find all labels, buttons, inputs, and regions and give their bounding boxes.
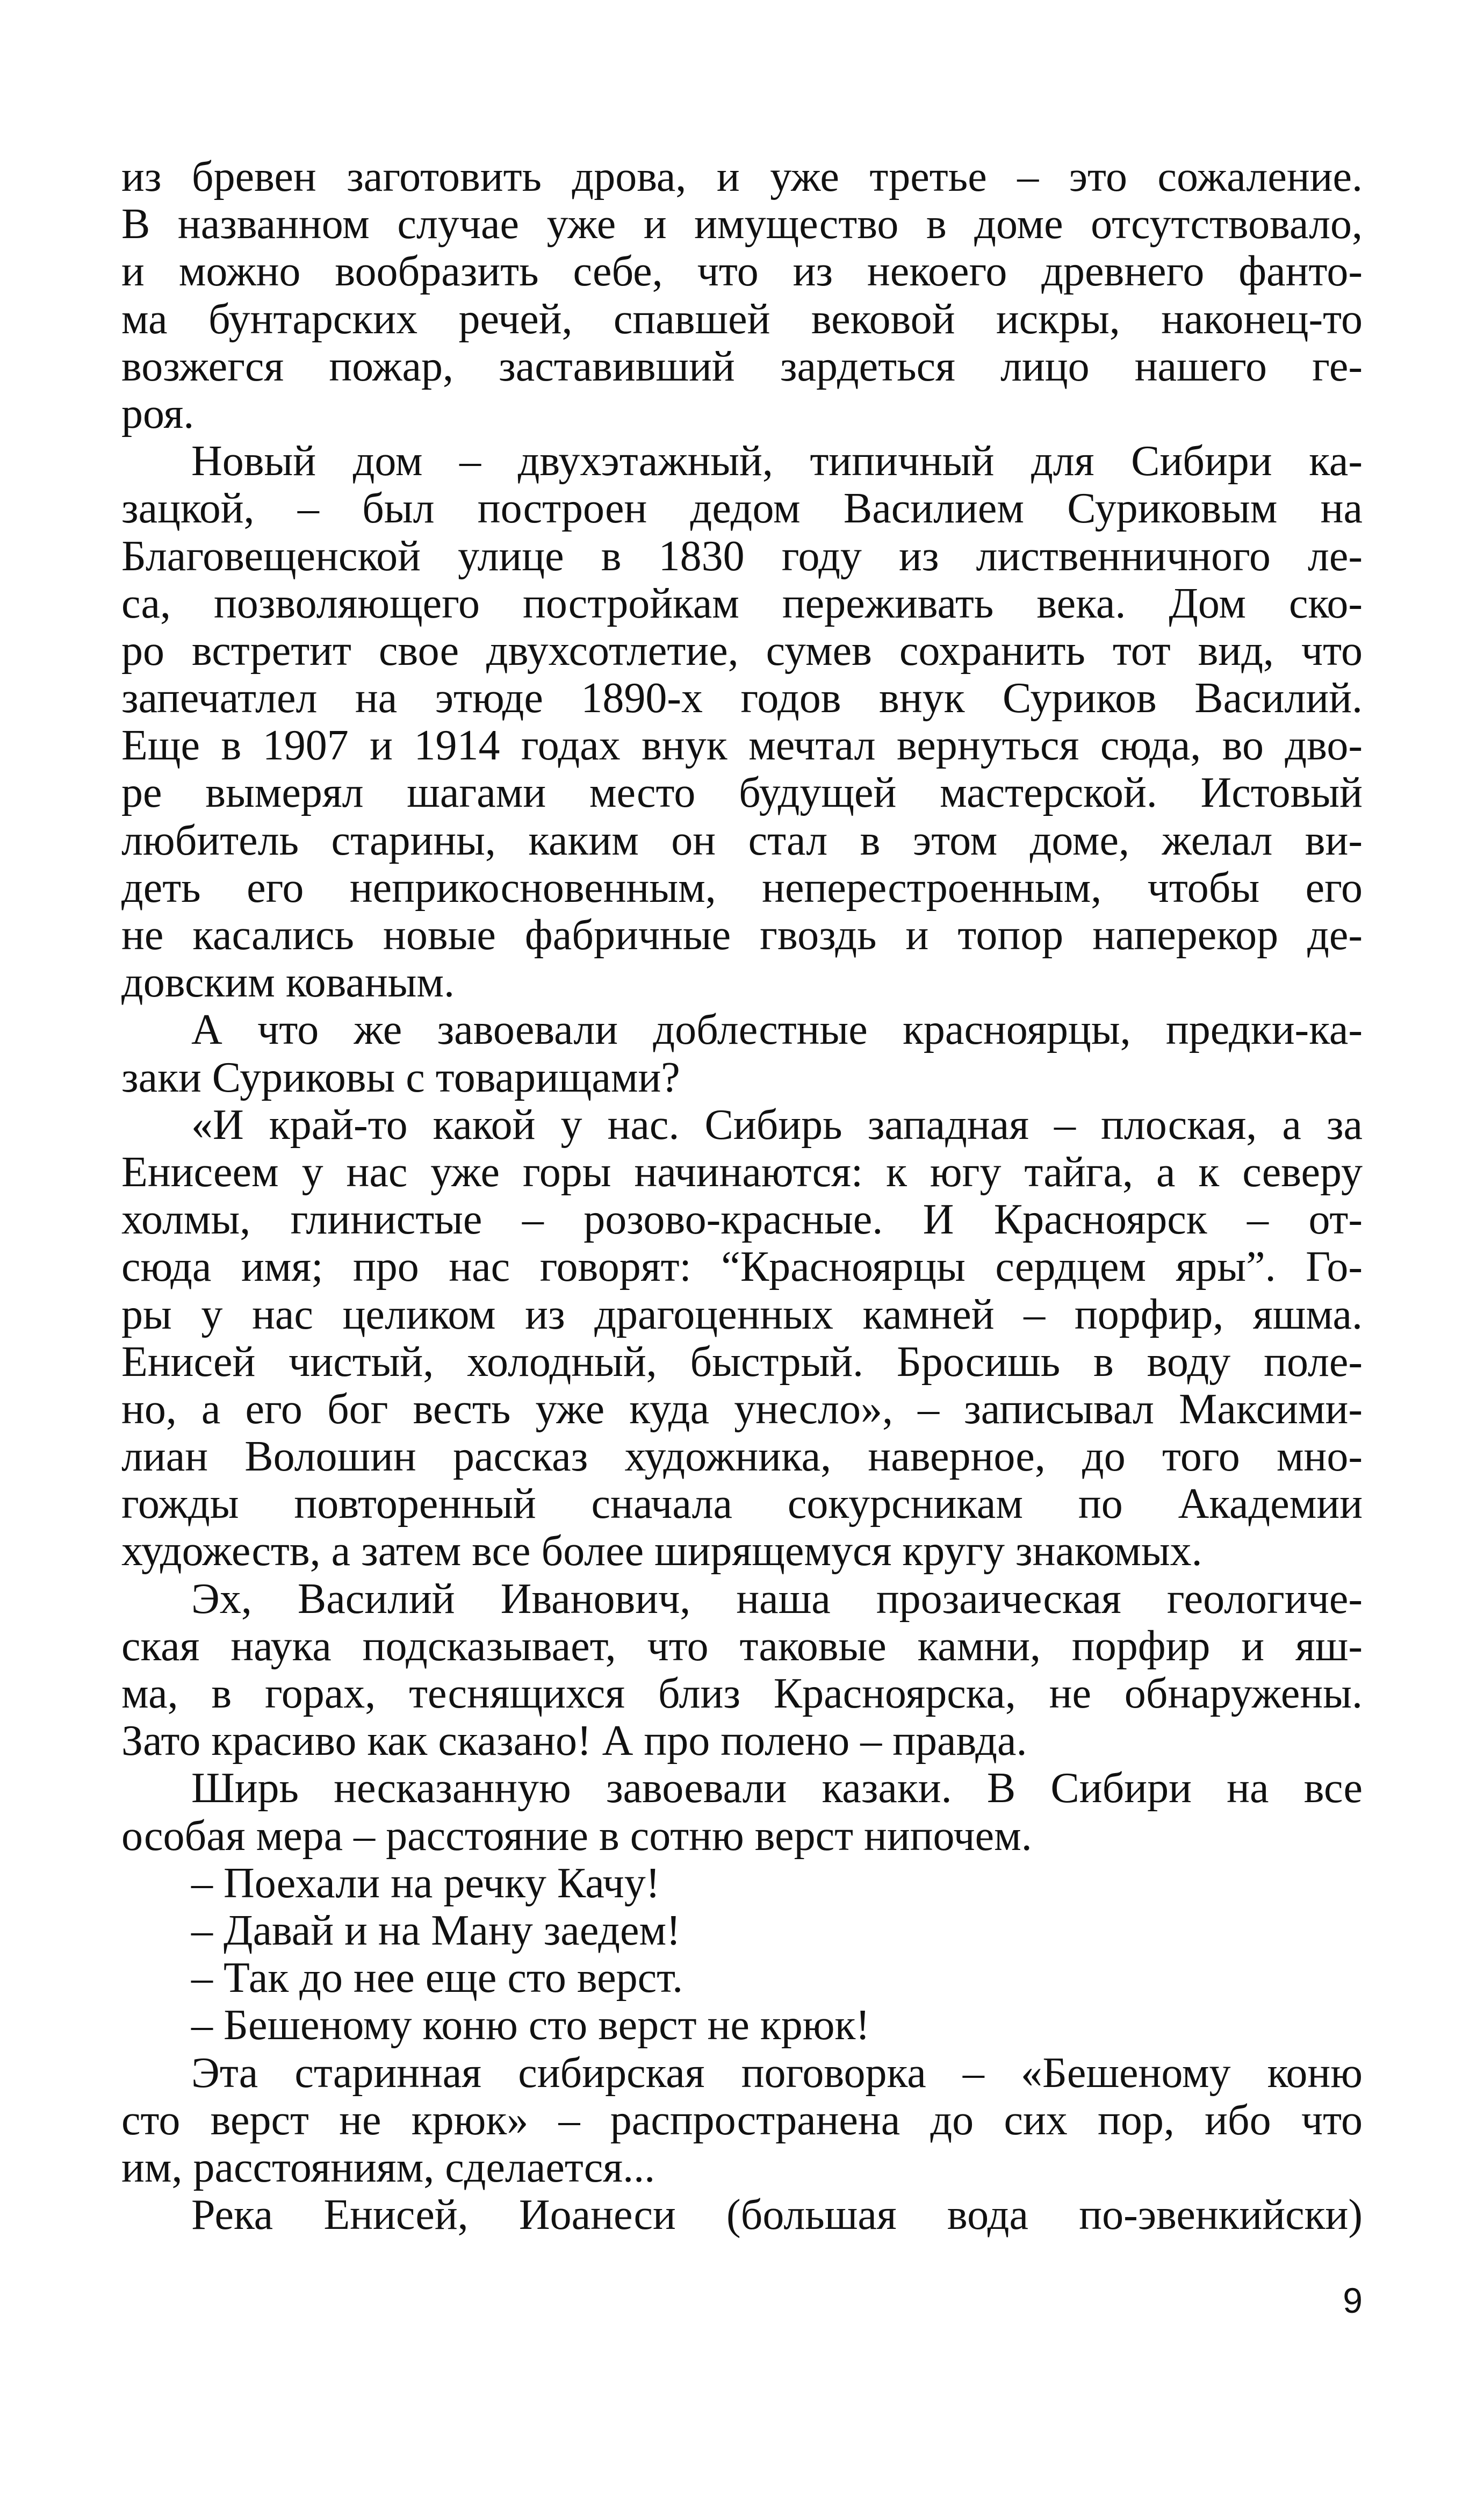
text-line: художеств, а затем все более ширящемуся кругу знакомых.: [121, 1527, 1202, 1575]
text-line: заки Суриковы с товарищами?: [121, 1053, 680, 1101]
text-line: Эта старинная сибирская поговорка – «Бешеному коню: [191, 2049, 1363, 2097]
text-line: Новый дом – двухэтажный, типичный для Сибири ка-: [191, 438, 1363, 485]
text-line: но, а его бог весть уже куда унесло», – записывал Максими-: [121, 1385, 1363, 1433]
text-line: Ширь несказанную завоевали казаки. В Сибири на все: [191, 1765, 1363, 1812]
text-line: ры у нас целиком из драгоценных камней – порфир, яшма.: [121, 1290, 1363, 1338]
text-line: – Бешеному коню сто верст не крюк!: [191, 2002, 870, 2049]
text-line: возжегся пожар, заставивший зардеться лицо нашего ге-: [121, 342, 1363, 390]
text-line: из бревен заготовить дрова, и уже третье – это сожаление.: [121, 153, 1363, 200]
text-line: А что же завоевали доблестные красноярцы, предки-ка-: [191, 1006, 1363, 1054]
page-number: 9: [1343, 2280, 1363, 2320]
text-line: – Давай и на Ману заедем!: [191, 1906, 681, 1954]
text-line: Эх, Василий Иванович, наша прозаическая геологиче-: [191, 1575, 1363, 1623]
text-line: особая мера – расстояние в сотню верст нипочем.: [121, 1812, 1032, 1860]
text-line: В названном случае уже и имущество в доме отсутствовало,: [121, 200, 1363, 248]
text-line: холмы, глинистые – розово-красные. И Красноярск – от-: [121, 1196, 1363, 1244]
text-block: [121, 153, 1363, 2239]
text-line: Еще в 1907 и 1914 годах внук мечтал вернуться сюда, во дво-: [121, 722, 1363, 770]
text-line: не касались новые фабричные гвоздь и топор наперекор де-: [121, 912, 1363, 959]
text-line: Енисеем у нас уже горы начинаются: к югу тайга, а к северу: [121, 1148, 1363, 1196]
text-line: ро встретит свое двухсотлетие, сумев сохранить тот вид, что: [121, 627, 1363, 675]
text-line: роя.: [121, 390, 194, 438]
text-line: сто верст не крюк» – распространена до сих пор, ибо что: [121, 2096, 1363, 2144]
text-line: Река Енисей, Иоанеси (большая вода по-эвенкийски): [191, 2191, 1363, 2239]
text-line: – Так до нее еще сто верст.: [191, 1954, 683, 2002]
text-line: деть его неприкосновенным, неперестроенным, чтобы его: [121, 864, 1363, 912]
text-line: Зато красиво как сказано! А про полено – правда.: [121, 1717, 1027, 1765]
text-line: ская наука подсказывает, что таковые камни, порфир и яш-: [121, 1622, 1363, 1670]
page-body: [121, 153, 1363, 2239]
text-line: зацкой, – был построен дедом Василием Суриковым на: [121, 485, 1363, 533]
text-line: любитель старины, каким он стал в этом доме, желал ви-: [121, 816, 1363, 864]
text-line: Енисей чистый, холодный, быстрый. Бросишь в воду поле-: [121, 1338, 1363, 1386]
text-line: ма бунтарских речей, спавшей вековой искры, наконец-то: [121, 295, 1363, 343]
text-line: довским кованым.: [121, 959, 455, 1007]
text-line: гожды повторенный сначала сокурсникам по Академии: [121, 1480, 1363, 1528]
text-line: сюда имя; про нас говорят: “Красноярцы сердцем яры”. Го-: [121, 1243, 1363, 1291]
text-line: запечатлел на этюде 1890-х годов внук Суриков Василий.: [121, 675, 1363, 722]
text-line: ре вымерял шагами место будущей мастерской. Истовый: [121, 769, 1363, 817]
text-line: Благовещенской улице в 1830 году из лиственничного ле-: [121, 532, 1363, 580]
text-line: – Поехали на речку Качу!: [191, 1859, 660, 1907]
text-line: «И край-то какой у нас. Сибирь западная – плоская, а за: [191, 1101, 1363, 1149]
text-line: им, расстояниям, сделается...: [121, 2143, 655, 2191]
text-line: са, позволяющего постройкам переживать века. Дом ско-: [121, 579, 1363, 627]
text-line: и можно вообразить себе, что из некоего древнего фанто-: [121, 248, 1363, 296]
text-line: лиан Волошин рассказ художника, наверное, до того мно-: [121, 1433, 1363, 1481]
text-line: ма, в горах, теснящихся близ Красноярска, не обнаружены.: [121, 1670, 1363, 1717]
